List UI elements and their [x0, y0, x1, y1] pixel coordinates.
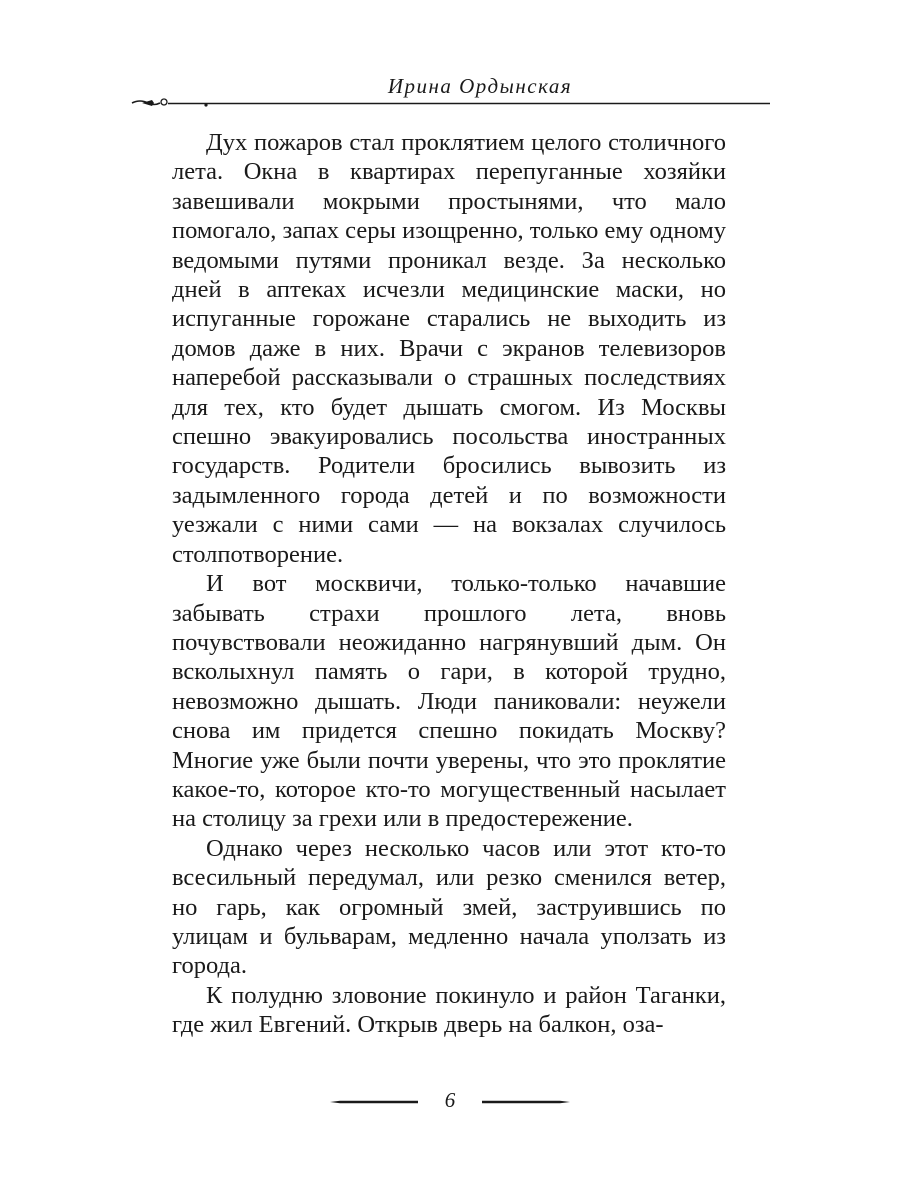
right-ornament-rule-icon [482, 1100, 570, 1104]
ornamental-rule-icon [130, 98, 770, 108]
paragraph: Дух пожаров стал проклятием целого столичного лета. Окна в квартирах перепуганные хозяйки завешивали мокрыми простынями, что мало помогало, запах серы изощренно, только ему одному ведомыми путями проникал везде. За несколько дней в аптеках исчезли медицинские маски, но испуганные горожане старались не выходить из домов даже в них. Врачи с экранов телевизоров наперебой рассказывали о страшных последствиях для тех, кто будет дышать смогом. Из Москвы спешно эвакуировались посольства иностранных государств. Родители бросились вывозить из задымленного города детей и по возможности уезжали с ними сами — на вокзалах случилось столпотворение. [172, 129, 726, 568]
page-number: 6 [444, 1088, 456, 1112]
running-head [130, 62, 770, 112]
author-name: Ирина Ордынская [387, 74, 573, 98]
main-text [172, 128, 726, 1040]
paragraph: К полудню зловоние покинуло и район Таганки, где жил Евгений. Открыв дверь на балкон, оза- [172, 981, 726, 1039]
paragraph: И вот москвичи, только-только начавшие забывать страхи прошлого лета, вновь почувствовали неожиданно нагрянувший дым. Он всколыхнул память о гари, в которой трудно, невозможно дышать. Люди паниковали: неужели снова им придется спешно покидать Москву? Многие уже были почти уверены, что это проклятие какое-то, которое кто-то могущественный насылает на столицу за грехи или в предостережение. [172, 570, 726, 833]
paragraph: Однако через несколько часов или этот кто-то всесильный передумал, или резко сменился ветер, но гарь, как огромный змей, заструившись по улицам и бульварам, медленно начала уползать из города. [172, 834, 726, 980]
page-footer [330, 1088, 570, 1118]
